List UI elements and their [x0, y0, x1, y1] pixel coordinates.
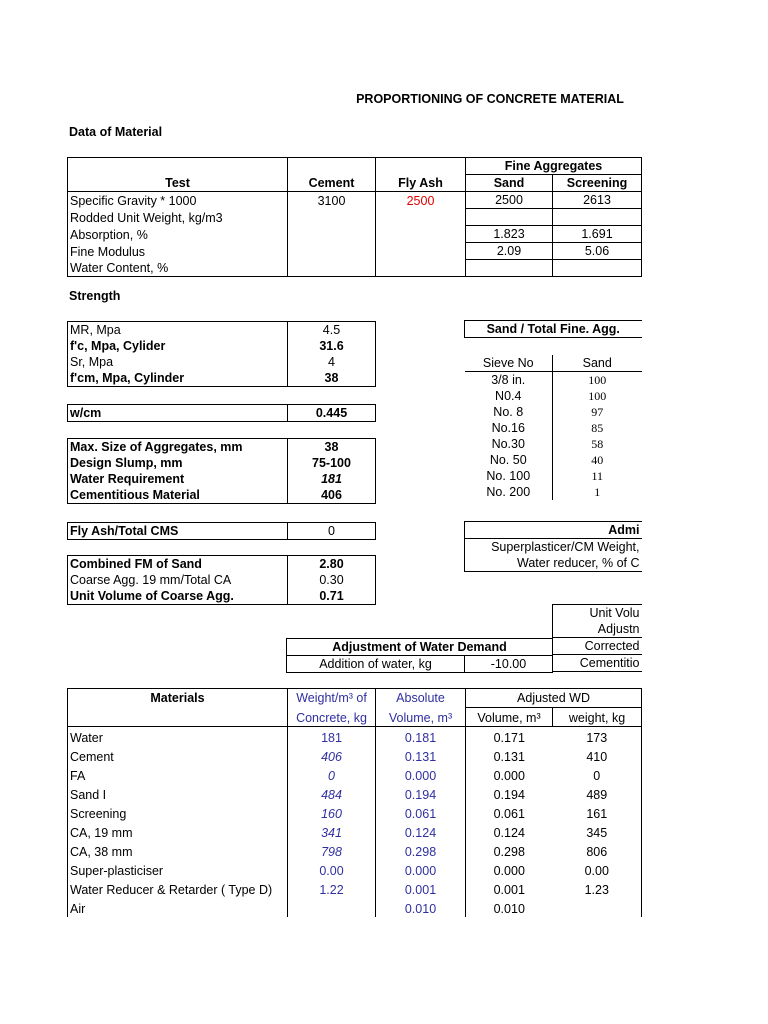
table-row: [68, 226, 642, 243]
material-adj-weight: [553, 898, 642, 917]
material-adj-volume: 0.061: [493, 806, 525, 821]
cement-value: [288, 260, 376, 277]
table-row: [465, 420, 642, 436]
col-cement: Cement: [288, 175, 376, 192]
table-row: [68, 370, 376, 387]
table-row: [68, 765, 642, 784]
sieve-header: Sand / Total Fine. Agg.: [465, 321, 642, 338]
table-row: [465, 484, 642, 500]
admixture-water-reducer: Water reducer, % of C: [465, 555, 642, 572]
material-abs-volume: 0.194: [376, 784, 466, 803]
table-row: [68, 243, 642, 260]
agg-label: Cementitious Material: [68, 487, 288, 504]
sieve-sand: 85: [553, 420, 642, 436]
material-adj-volume: 0.000: [493, 863, 525, 878]
materials-table: [67, 688, 642, 917]
material-abs-volume: 0.181: [376, 727, 466, 746]
sieve-sand: 100: [553, 372, 642, 389]
flyash-value: [376, 209, 466, 226]
material-adj-weight: 1.23: [584, 882, 609, 897]
table-row: [68, 860, 642, 879]
material-name: Sand I: [68, 784, 288, 803]
material-name: FA: [68, 765, 288, 784]
material-weight: 1.22: [288, 879, 376, 898]
table-row: [465, 388, 642, 404]
material-abs-volume: 0.001: [376, 879, 466, 898]
flyash-value: [376, 226, 466, 243]
material-abs-volume: 0.010: [376, 898, 466, 917]
material-abs-volume: 0.061: [376, 803, 466, 822]
cement-value: [288, 243, 376, 260]
col-adj-volume: Volume, m³: [466, 708, 553, 727]
strength-value: 38: [324, 371, 339, 385]
sieve-sand: 1: [553, 484, 642, 500]
cement-value: 3100: [288, 192, 376, 209]
flyash-ratio-value: 0: [328, 524, 335, 538]
table-row: [465, 404, 642, 420]
screening-value: 1.691: [553, 226, 642, 243]
material-adj-weight: 0: [593, 768, 601, 783]
col-weight-line2: Concrete, kg: [288, 708, 376, 727]
row-label: Fine Modulus: [68, 243, 288, 260]
material-name: Super-plasticiser: [68, 860, 288, 879]
col-sieve-no: Sieve No: [465, 355, 553, 372]
material-adj-volume: 0.001: [493, 882, 525, 897]
strength-label: f'c, Mpa, Cylider: [68, 338, 288, 354]
col-materials: Materials: [68, 689, 288, 708]
material-adj-weight: 806: [586, 844, 608, 859]
fineness-table: [67, 555, 376, 605]
material-adj-volume: 0.000: [493, 768, 525, 783]
admixture-header: Admi: [465, 522, 642, 539]
material-adj-volume: 0.010: [493, 901, 525, 916]
material-name: CA, 38 mm: [68, 841, 288, 860]
sieve-sand: 11: [553, 468, 642, 484]
material-abs-volume: 0.298: [376, 841, 466, 860]
table-row: [68, 556, 376, 573]
strength-label: Sr, Mpa: [68, 354, 288, 370]
sand-value: 2.09: [466, 243, 553, 260]
screening-value: [553, 209, 642, 226]
sand-value: 2500: [466, 192, 553, 209]
table-row: [68, 822, 642, 841]
material-name: Water Reducer & Retarder ( Type D): [68, 879, 288, 898]
material-weight: 0: [288, 765, 376, 784]
table-row: [68, 260, 642, 277]
material-data-table: [67, 157, 642, 277]
material-adj-weight: 489: [586, 787, 608, 802]
sieve-sand: 100: [553, 388, 642, 404]
table-row: [465, 468, 642, 484]
strength-label: f'cm, Mpa, Cylinder: [68, 370, 288, 387]
material-name: Cement: [68, 746, 288, 765]
material-adj-weight: 173: [586, 730, 608, 745]
fine-aggregates-header: Fine Aggregates: [466, 158, 642, 175]
adjustment-label: Adjustn: [553, 621, 642, 638]
screening-value: [553, 260, 642, 277]
sieve-sand: 97: [553, 404, 642, 420]
table-row: [465, 436, 642, 452]
col-abs-line1: Absolute: [376, 689, 466, 708]
table-row: [68, 209, 642, 226]
sieve-no: No. 50: [489, 453, 527, 467]
material-weight: 341: [288, 822, 376, 841]
material-adj-weight: 0.00: [584, 863, 609, 878]
corrected-label: Corrected: [553, 638, 642, 655]
sand-value: [466, 209, 553, 226]
fm-value: 0.30: [319, 573, 344, 587]
strength-label: MR, Mpa: [68, 322, 288, 339]
table-row: [68, 354, 376, 370]
material-adj-volume: 0.131: [493, 749, 525, 764]
agg-value: 38: [324, 440, 339, 454]
agg-value: 181: [321, 472, 342, 486]
row-label: Absorption, %: [68, 226, 288, 243]
fm-label: Unit Volume of Coarse Agg.: [68, 588, 288, 605]
material-weight: 160: [288, 803, 376, 822]
col-test: Test: [68, 175, 288, 192]
sieve-no: No.16: [491, 421, 525, 435]
col-adjusted-wd: Adjusted WD: [517, 690, 590, 705]
table-row: [68, 803, 642, 822]
material-adj-weight: 410: [586, 749, 608, 764]
table-row: [68, 572, 376, 588]
table-row: [68, 898, 642, 917]
strength-value: 31.6: [319, 339, 344, 353]
material-weight: 798: [288, 841, 376, 860]
material-abs-volume: 0.000: [376, 860, 466, 879]
material-weight: 484: [288, 784, 376, 803]
material-adj-volume: 0.171: [493, 730, 525, 745]
material-weight: 181: [288, 727, 376, 746]
strength-value: 4.5: [322, 323, 341, 337]
unit-volume-panel: [552, 604, 642, 672]
water-adjustment-table: [286, 638, 553, 673]
material-adj-volume: 0.194: [493, 787, 525, 802]
strength-heading: Strength: [69, 289, 121, 303]
col-abs-line2: Volume, m³: [376, 708, 466, 727]
fm-value: 2.80: [319, 557, 344, 571]
col-screening: Screening: [553, 175, 642, 192]
agg-value: 75-100: [312, 456, 351, 470]
material-abs-volume: 0.000: [376, 765, 466, 784]
water-addition-value: -10.00: [465, 656, 553, 673]
sand-value: 1.823: [466, 226, 553, 243]
table-row: [465, 452, 642, 468]
material-weight: [288, 898, 376, 917]
col-weight-line1: Weight/m³ of: [288, 689, 376, 708]
flyash-value: 2500: [376, 192, 466, 209]
agg-label: Design Slump, mm: [68, 455, 288, 471]
col-adj-weight: weight, kg: [553, 708, 642, 727]
table-row: [68, 322, 376, 339]
wcm-value: 0.445: [315, 406, 348, 420]
table-row: [68, 784, 642, 803]
sieve-no: 3/8 in.: [491, 373, 526, 387]
material-adj-volume: 0.298: [493, 844, 525, 859]
row-label: Specific Gravity * 1000: [68, 192, 288, 209]
fm-label: Coarse Agg. 19 mm/Total CA: [68, 572, 288, 588]
admixture-table: [464, 521, 642, 572]
table-row: [68, 471, 376, 487]
sieve-no: No. 8: [493, 405, 524, 419]
col-sieve-sand: Sand: [553, 355, 642, 372]
strength-value: 4: [328, 355, 335, 369]
sieve-no: No. 100: [486, 469, 531, 483]
table-row: [68, 746, 642, 765]
fm-label: Combined FM of Sand: [68, 556, 288, 573]
admixture-superplasticer: Superplasticer/CM Weight,: [465, 539, 642, 556]
col-flyash: Fly Ash: [376, 175, 466, 192]
material-weight: 406: [288, 746, 376, 765]
wcm-table: [67, 404, 376, 422]
flyash-value: [376, 243, 466, 260]
water-addition-label: Addition of water, kg: [287, 656, 465, 673]
sieve-no: No. 200: [486, 485, 531, 499]
agg-label: Water Requirement: [68, 471, 288, 487]
page-title: PROPORTIONING OF CONCRETE MATERIAL: [356, 92, 624, 106]
material-abs-volume: 0.124: [376, 822, 466, 841]
material-adj-volume: 0.124: [493, 825, 525, 840]
table-row: [465, 372, 642, 389]
material-name: Water: [68, 727, 288, 746]
aggregate-table: [67, 438, 376, 504]
unit-volume-label: Unit Volu: [553, 605, 642, 622]
flyash-ratio-table: [67, 522, 376, 540]
sand-value: [466, 260, 553, 277]
table-row: [68, 192, 642, 209]
material-adj-weight: 345: [586, 825, 608, 840]
material-abs-volume: 0.131: [376, 746, 466, 765]
row-label: Water Content, %: [68, 260, 288, 277]
sieve-table: [464, 320, 642, 500]
table-row: [68, 727, 642, 746]
fm-value: 0.71: [319, 589, 344, 603]
table-row: [68, 338, 376, 354]
screening-value: 5.06: [553, 243, 642, 260]
screening-value: 2613: [553, 192, 642, 209]
water-adjustment-header: Adjustment of Water Demand: [287, 639, 553, 656]
material-name: CA, 19 mm: [68, 822, 288, 841]
material-adj-weight: 161: [586, 806, 608, 821]
sieve-sand: 40: [553, 452, 642, 468]
row-label: Rodded Unit Weight, kg/m3: [68, 209, 288, 226]
data-of-material-heading: Data of Material: [69, 125, 163, 139]
flyash-value: [376, 260, 466, 277]
table-row: [68, 439, 376, 456]
table-row: [68, 487, 376, 504]
wcm-label: w/cm: [68, 405, 288, 422]
table-row: [68, 841, 642, 860]
cementitious-label: Cementitio: [553, 655, 642, 672]
material-name: Screening: [68, 803, 288, 822]
col-sand: Sand: [466, 175, 553, 192]
sieve-sand: 58: [553, 436, 642, 452]
flyash-ratio-label: Fly Ash/Total CMS: [68, 523, 288, 540]
table-row: [68, 588, 376, 605]
material-weight: 0.00: [288, 860, 376, 879]
table-row: [68, 879, 642, 898]
agg-value: 406: [321, 488, 342, 502]
strength-table: [67, 321, 376, 387]
sieve-no: N0.4: [495, 389, 522, 403]
cement-value: [288, 209, 376, 226]
material-name: Air: [68, 898, 288, 917]
cement-value: [288, 226, 376, 243]
table-row: [68, 455, 376, 471]
agg-label: Max. Size of Aggregates, mm: [68, 439, 288, 456]
sieve-no: No.30: [491, 437, 525, 451]
